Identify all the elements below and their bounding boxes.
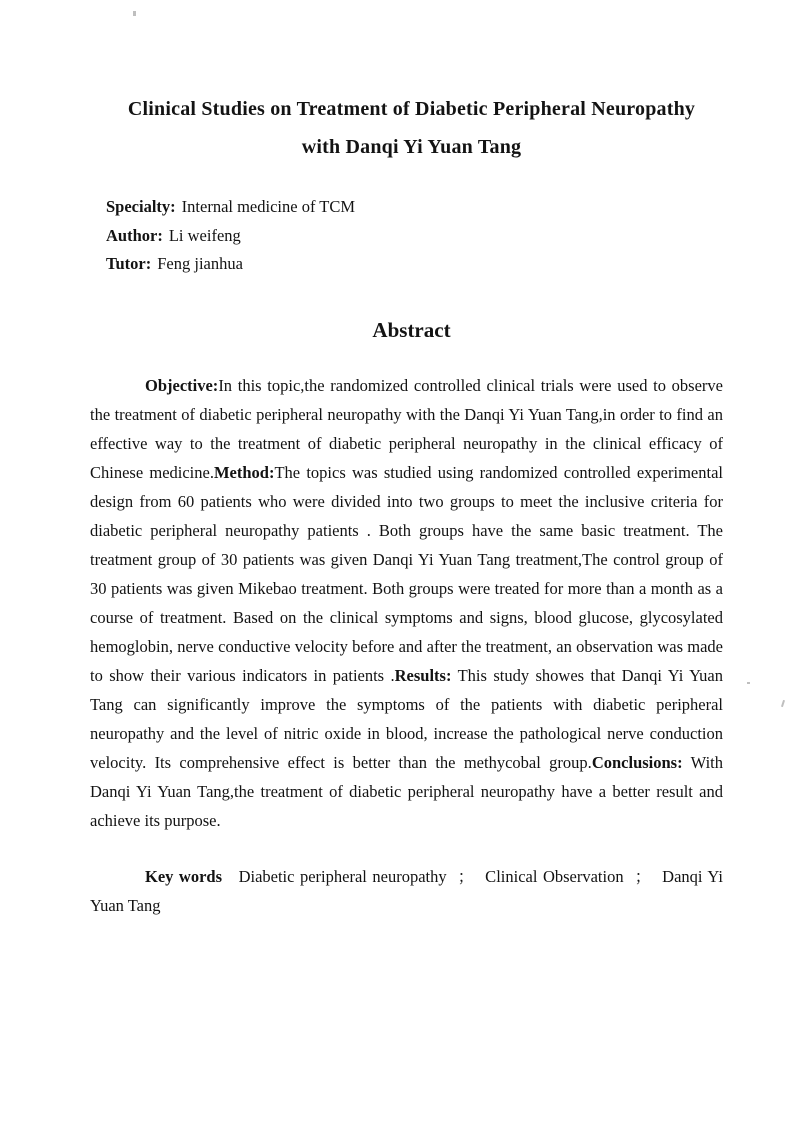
meta-row-author — [106, 222, 800, 251]
abstract-heading: Abstract — [372, 317, 451, 342]
thesis-title — [95, 0, 728, 166]
text-run: The topics was studied using randomized controlled experimental design from 60 patients who were divided into two groups to meet the inclusive criteria for diabetic peripheral neuropathy patients . Both groups have the same basic treatment. The treatment group of 30 patients was given Danqi Yi Yuan Tang treatment,The control group of 30 patients was given Mikebao treatment. Both groups were treated for more than a month as a course of treatment. Based on the clinical symptoms and signs, blood glucose, glycosylated hemoglobin, nerve conductive velocity before and after the treatment, an observation was made to show their various indicators in patients . — [90, 462, 723, 685]
text-run: Diabetic peripheral neuropathy ； Clinical Observation ； Danqi Yi Yuan Tang — [90, 866, 723, 915]
thesis-meta — [106, 193, 800, 279]
bold-run: Results: — [394, 665, 452, 685]
meta-row-tutor — [106, 250, 800, 279]
bold-run: Objective: — [145, 375, 219, 395]
bold-run: Method: — [213, 462, 275, 482]
scan-artifact — [133, 11, 136, 16]
keywords-paragraph — [90, 862, 723, 920]
text-run: With Danqi Yi Yuan Tang,the treatment of diabetic peripheral neuropathy have a better result and achieve its purpose. — [90, 752, 723, 830]
specialty-label: Specialty: — [106, 197, 176, 216]
tutor-label: Tutor: — [106, 254, 152, 273]
thesis-title-line2: with Danqi Yi Yuan Tang — [301, 136, 522, 158]
abstract-paragraph — [90, 371, 723, 835]
author-label: Author: — [106, 225, 163, 245]
bold-run: Key words — [145, 866, 223, 886]
text-run: This study showes that Danqi Yi Yuan Tang can significantly improve the symptoms of the patients with diabetic peripheral neuropathy and the level of nitric oxide in blood, increase the pathological nerve conduction velocity. Its comprehensive effect is better than the methycobal group. — [90, 665, 724, 772]
bold-run: Conclusions: — [591, 752, 683, 772]
meta-row-specialty — [106, 193, 800, 222]
scan-artifact — [781, 700, 785, 707]
thesis-title-line1: Clinical Studies on Treatment of Diabetic Peripheral Neuropathy — [127, 98, 696, 120]
author-value: Li weifeng — [168, 225, 241, 245]
specialty-value: Internal medicine of TCM — [181, 197, 356, 216]
scan-artifact — [747, 682, 750, 684]
text-run: In this topic,the randomized controlled clinical trials were used to observe the treatment of diabetic peripheral neuropathy with the Danqi Yi Yuan Tang,in order to find an effective way to the treatment of diabetic peripheral neuropathy in the clinical efficacy of Chinese medicine. — [90, 375, 723, 482]
tutor-value: Feng jianhua — [157, 254, 243, 273]
